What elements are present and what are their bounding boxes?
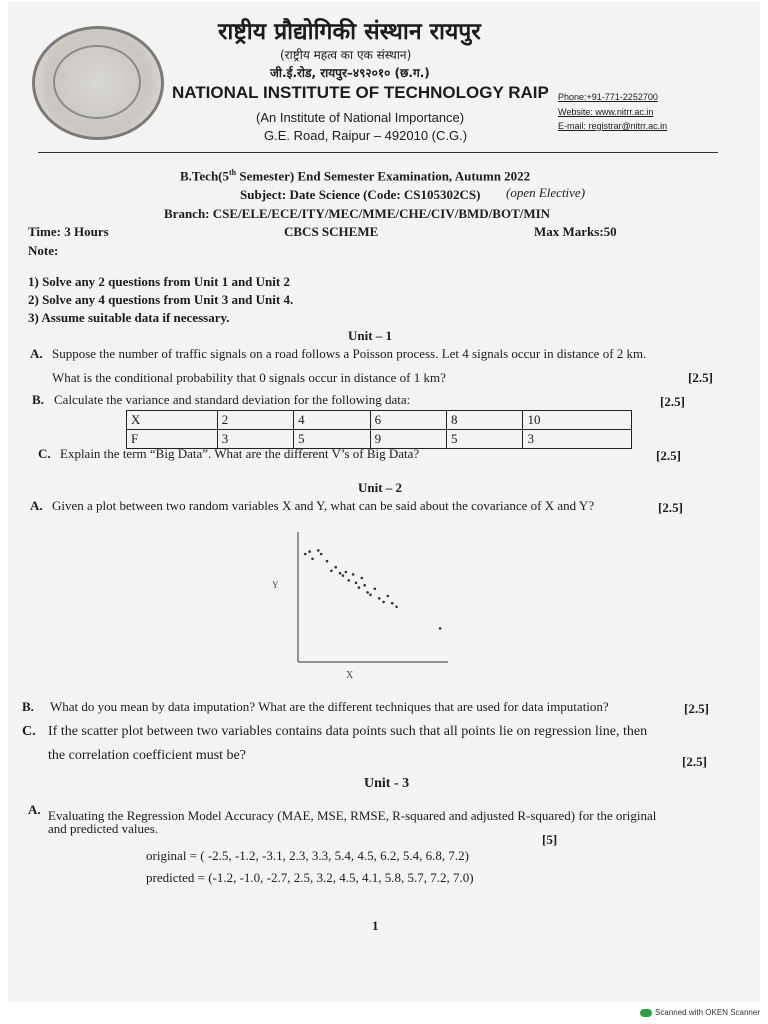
unit-2-qC-line2: the correlation coefficient must be? — [48, 748, 246, 763]
instruction-3: 3) Assume suitable data if necessary. — [28, 310, 230, 325]
note-label: Note: — [28, 243, 59, 258]
instruction-2: 2) Solve any 4 questions from Unit 3 and Unit 4. — [28, 292, 294, 307]
table-cell: 3 — [217, 430, 293, 449]
unit-1-heading: Unit – 1 — [348, 328, 393, 343]
website: Website: www.nitrr.ac.in — [558, 107, 654, 117]
unit-1-qB-label: B. — [32, 392, 44, 407]
scatter-point — [339, 572, 342, 575]
unit-2-qA-text: Given a plot between two random variables X and Y, what can be said about the covariance of X and Y? — [52, 498, 595, 513]
unit-3-qA-line1: Evaluating the Regression Model Accuracy (MAE, MSE, RMSE, R-squared and adjusted R-squared) for the original — [48, 808, 657, 823]
email: E-mail: registrar@nitrr.ac.in — [558, 121, 668, 131]
scatter-point — [308, 550, 311, 553]
scatter-point — [347, 579, 350, 582]
scatter-point — [378, 597, 381, 600]
predicted-values: predicted = (-1.2, -1.0, -2.7, 2.5, 3.2, 4.5, 4.1, 5.8, 5.7, 7.2, 7.0) — [146, 870, 474, 885]
unit-2-qB-text: What do you mean by data imputation? What are the different techniques that are used for data imputation? — [50, 699, 609, 714]
seal-emblem — [53, 45, 141, 119]
scatter-point — [361, 577, 364, 580]
scatter-plot — [258, 522, 458, 682]
unit-3-qA-label: A. — [28, 802, 41, 817]
unit-1-qC-label: C. — [38, 446, 51, 461]
original-values: original = ( -2.5, -1.2, -3.1, 2.3, 3.3, 5.4, 4.5, 6.2, 5.4, 6.8, 7.2) — [146, 848, 469, 863]
exam-scheme: CBCS SCHEME — [284, 224, 379, 239]
table-cell: 8 — [447, 411, 523, 430]
unit-1-qA-line2: What is the conditional probability that 0 signals occur in distance of 1 km? — [52, 370, 446, 385]
frequency-table — [126, 410, 632, 449]
scatter-point — [334, 566, 337, 569]
instruction-1: 1) Solve any 2 questions from Unit 1 and Unit 2 — [28, 274, 290, 289]
scatter-point — [311, 558, 314, 561]
scatter-point — [358, 586, 361, 589]
table-cell: X — [127, 411, 218, 430]
unit-2-qC-label: C. — [22, 724, 36, 739]
scatter-point — [355, 582, 358, 585]
scanner-logo-icon — [640, 1009, 652, 1017]
table-cell: 5 — [447, 430, 523, 449]
y-axis-label: Y — [272, 580, 279, 590]
unit-2-qB-label: B. — [22, 699, 34, 714]
scatter-point — [374, 588, 377, 591]
scatter-points — [304, 549, 441, 630]
scatter-point — [369, 594, 372, 597]
scatter-point — [342, 574, 345, 577]
unit-1-qC-text: Explain the term “Big Data”. What are the different V’s of Big Data? — [60, 446, 420, 461]
unit-2-qC-marks: [2.5] — [682, 754, 707, 769]
unit-3-qA-line2: and predicted values. — [48, 821, 159, 836]
table-cell: 4 — [294, 411, 370, 430]
exam-paper — [8, 2, 760, 1002]
scatter-point — [330, 570, 333, 573]
english-subtitle: (An Institute of National Importance) — [256, 110, 465, 125]
scatter-point — [317, 549, 320, 552]
hindi-address: जी.ई.रोड, रायपुर–४९२०१० (छ.ग.) — [270, 66, 430, 80]
table-cell: F — [127, 430, 218, 449]
scatter-point — [391, 602, 394, 605]
unit-2-qB-marks: [2.5] — [684, 701, 709, 716]
exam-max-marks: Max Marks:50 — [534, 224, 617, 239]
unit-1-qA-line1: Suppose the number of traffic signals on a road follows a Poisson process. Let 4 signals occur in distance of 2 km. — [52, 346, 647, 361]
scatter-point — [387, 595, 390, 598]
table-cell: 6 — [370, 411, 446, 430]
scatter-point — [395, 606, 398, 609]
unit-2-qA-marks: [2.5] — [658, 500, 683, 515]
scatter-point — [363, 584, 366, 587]
unit-1-qB-marks: [2.5] — [660, 394, 685, 409]
english-institute-name: NATIONAL INSTITUTE OF TECHNOLOGY RAIP — [172, 83, 549, 102]
table-cell: 2 — [217, 411, 293, 430]
handwritten-note: (open Elective) — [506, 185, 586, 200]
scanner-text: Scanned with OKEN Scanner — [655, 1008, 760, 1017]
hindi-subtitle: (राष्ट्रीय महत्व का एक संस्थान) — [280, 48, 412, 62]
exam-subject: Subject: Date Science (Code: CS105302CS) — [240, 187, 481, 202]
table-cell: 3 — [523, 430, 632, 449]
x-axis-label: X — [346, 670, 354, 681]
header-divider — [38, 152, 718, 153]
table-row-x — [127, 411, 632, 430]
english-address: G.E. Road, Raipur – 492010 (C.G.) — [264, 128, 468, 143]
exam-title: B.Tech(5th Semester) End Semester Examination, Autumn 2022 — [180, 168, 531, 184]
scatter-point — [345, 571, 348, 574]
unit-2-qA-label: A. — [30, 498, 43, 513]
scatter-point — [326, 560, 329, 563]
hindi-institute-name: राष्ट्रीय प्रौद्योगिकी संस्थान रायपुर — [218, 19, 481, 45]
unit-1-qA-label: A. — [30, 346, 43, 361]
unit-2-heading: Unit – 2 — [358, 480, 403, 495]
exam-time: Time: 3 Hours — [28, 224, 109, 239]
unit-3-qA-marks: [5] — [542, 832, 558, 847]
institute-seal-logo — [32, 26, 164, 140]
scatter-point — [320, 553, 323, 556]
unit-2-qC-line1: If the scatter plot between two variables contains data points such that all points lie on regression line, then — [48, 724, 648, 739]
table-cell: 10 — [523, 411, 632, 430]
phone-number: Phone:+91-771-2252700 — [558, 92, 658, 102]
scatter-point — [366, 591, 369, 594]
scanner-watermark — [640, 1008, 760, 1017]
scatter-point — [352, 573, 355, 576]
unit-3-heading: Unit - 3 — [364, 776, 410, 791]
unit-1-qA-marks: [2.5] — [688, 370, 713, 385]
table-cell: 5 — [294, 430, 370, 449]
exam-branch: Branch: CSE/ELE/ECE/ITY/MEC/MME/CHE/CIV/BMD/BOT/MIN — [164, 206, 551, 221]
unit-1-qC-marks: [2.5] — [656, 448, 681, 463]
scatter-point — [439, 627, 442, 630]
unit-1-qB-text: Calculate the variance and standard deviation for the following data: — [54, 392, 411, 407]
page-number: 1 — [372, 918, 379, 933]
table-cell: 9 — [370, 430, 446, 449]
scatter-point — [382, 601, 385, 604]
scatter-point — [304, 553, 307, 556]
